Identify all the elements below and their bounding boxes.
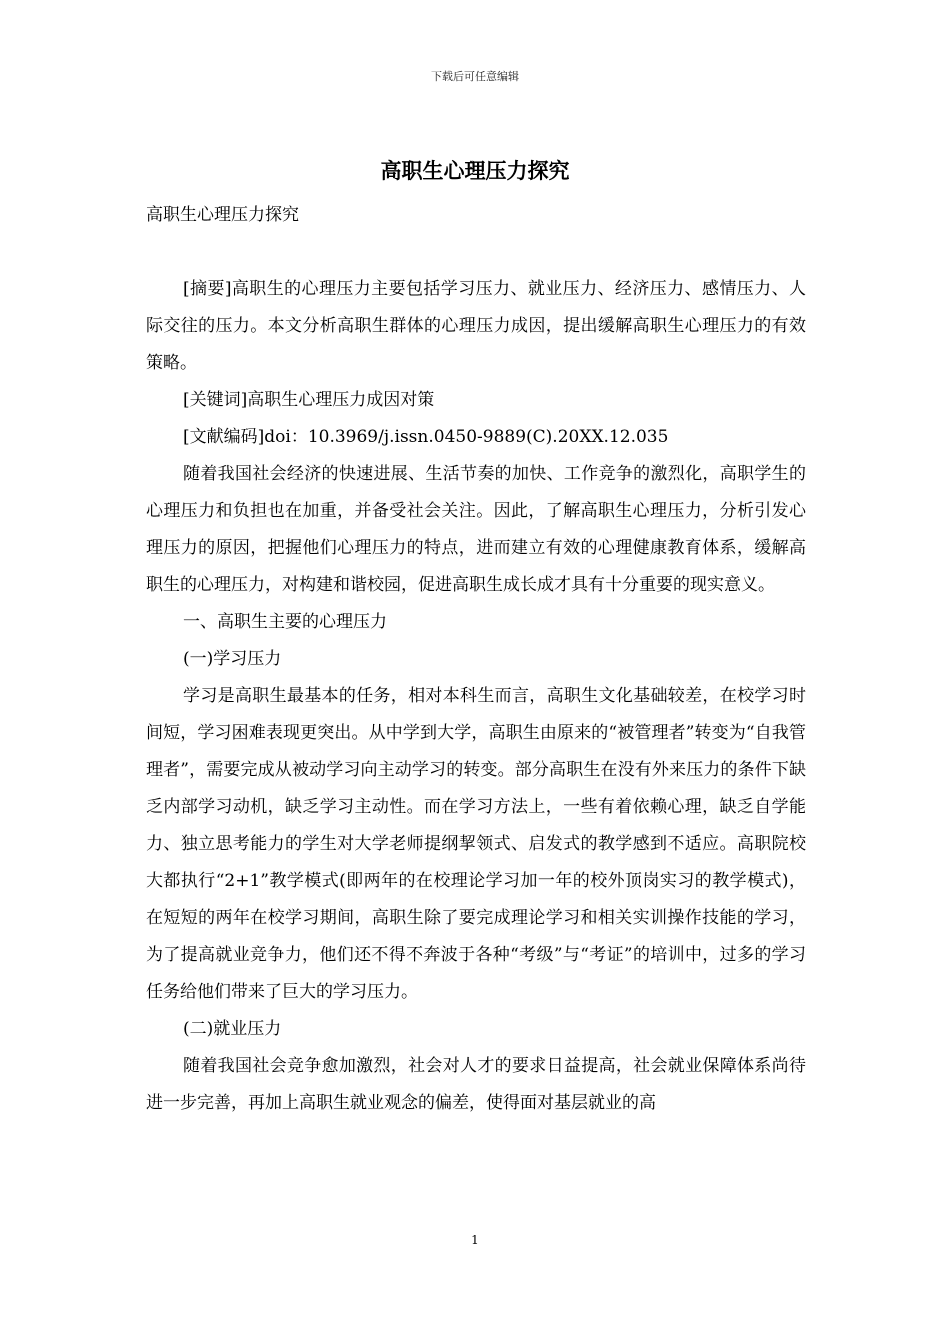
intro-paragraph: 随着我国社会经济的快速进展、生活节奏的加快、工作竞争的激烈化，高职学生的心理压力和负担也在加重，并备受社会关注。因此，了解高职生心理压力，分析引发心理压力的原因，把握他们心理压力的特点，进而建立有效的心理健康教育体系，缓解高职生的心理压力，对构建和谐校园，促进高职生成长成才具有十分重要的现实意义。 xyxy=(146,464,806,595)
blank-line xyxy=(146,234,806,271)
header-note: 下载后可任意编辑 xyxy=(431,70,519,83)
doi-paragraph: [文献编码]doi：10.3969/j.issn.0450-9889(C).20XX.12.035 xyxy=(183,427,669,447)
subsection-heading: (二)就业压力 xyxy=(183,1019,282,1039)
abstract-paragraph: [摘要]高职生的心理压力主要包括学习压力、就业压力、经济压力、感情压力、人际交往的压力。本文分析高职生群体的心理压力成因，提出缓解高职生心理压力的有效策略。 xyxy=(146,279,806,373)
document-subtitle: 高职生心理压力探究 xyxy=(146,205,299,225)
page-number: 1 xyxy=(471,1233,479,1247)
section-heading: 一、高职生主要的心理压力 xyxy=(183,612,387,632)
body-paragraph: 学习是高职生最基本的任务，相对本科生而言，高职生文化基础较差，在校学习时间短，学习困难表现更突出。从中学到大学，高职生由原来的“被管理者”转变为“自我管理者”，需要完成从被动学习向主动学习的转变。部分高职生在没有外来压力的条件下缺乏内部学习动机，缺乏学习主动性。而在学习方法上，一些有着依赖心理，缺乏自学能力、独立思考能力的学生对大学老师提纲挈领式、启发式的教学感到不适应。高职院校大都执行“2+1”教学模式(即两年的在校理论学习加一年的校外顶岗实习的教学模式)，在短短的两年在校学习期间，高职生除了要完成理论学习和相关实训操作技能的学习，为了提高就业竞争力，他们还不得不奔波于各种“考级”与“考证”的培训中，过多的学习任务给他们带来了巨大的学习压力。 xyxy=(146,686,806,1002)
body-paragraph: 随着我国社会竞争愈加激烈，社会对人才的要求日益提高，社会就业保障体系尚待进一步完善，再加上高职生就业观念的偏差，使得面对基层就业的高 xyxy=(146,1056,806,1113)
subsection-heading: (一)学习压力 xyxy=(183,649,282,669)
document-title: 高职生心理压力探究 xyxy=(380,158,570,183)
document-body xyxy=(146,197,806,1122)
keywords-paragraph: [关键词]高职生心理压力成因对策 xyxy=(183,390,435,410)
